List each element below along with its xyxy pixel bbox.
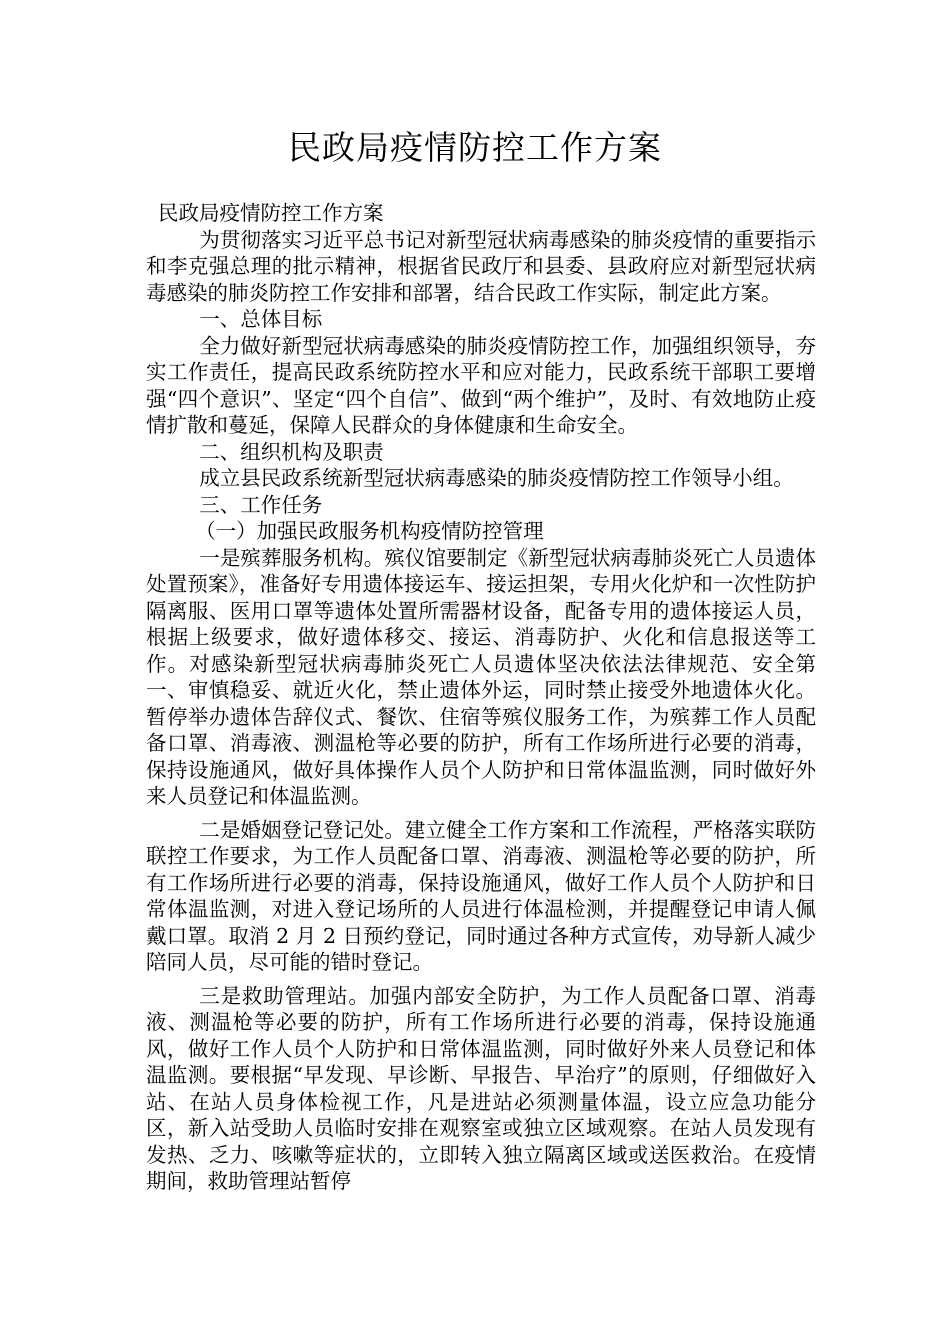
subsection-heading-institutions: （一）加强民政服务机构疫情防控管理	[195, 519, 544, 543]
section-heading-tasks: 三、工作任务	[199, 492, 323, 517]
intro-paragraph: 为贯彻落实习近平总书记对新型冠状病毒感染的肺炎疫情的重要指示和李克强总理的批示精神，根据省民政厅和县委、县政府应对新型冠状病毒感染的肺炎防控工作安排和部署，结合民政工作实际，制定此方案。	[146, 227, 816, 305]
section-body-goals: 全力做好新型冠状病毒感染的肺炎疫情防控工作，加强组织领导，夯实工作责任，提高民政系统防控水平和应对能力，民政系统干部职工要增强“四个意识”、坚定“四个自信”、做到“两个维护”，及时、有效地防止疫情扩散和蔓延，保障人民群众的身体健康和生命安全。	[146, 333, 816, 437]
document-subtitle: 民政局疫情防控工作方案	[158, 201, 384, 225]
section-heading-organization: 二、组织机构及职责	[199, 439, 384, 464]
section-heading-goals: 一、总体目标	[199, 307, 323, 331]
section-body-organization: 成立县民政系统新型冠状病毒感染的肺炎疫情防控工作领导小组。	[199, 466, 794, 490]
document-body	[146, 200, 816, 1195]
paragraph-funeral-services: 一是殡葬服务机构。殡仪馆要制定《新型冠状病毒肺炎死亡人员遗体处置预案》，准备好专用遗体接运车、接运担架，专用火化炉和一次性防护隔离服、医用口罩等遗体处置所需器材设备，配备专用的遗体接运人员，根据上级要求，做好遗体移交、接运、消毒防护、火化和信息报送等工作。对感染新型冠状病毒肺炎死亡人员遗体坚决依法法律规范、安全第一、审慎稳妥、就近火化，禁止遗体外运，同时禁止接受外地遗体火化。暂停举办遗体告辞仪式、餐饮、住宿等殡仪服务工作，为殡葬工作人员配备口罩、消毒液、测温枪等必要的防护，所有工作场所进行必要的消毒，保持设施通风，做好具体操作人员个人防护和日常体温监测，同时做好外来人员登记和体温监测。	[146, 545, 816, 808]
paragraph-rescue-station: 三是救助管理站。加强内部安全防护，为工作人员配备口罩、消毒液、测温枪等必要的防护，所有工作场所进行必要的消毒，保持设施通风，做好工作人员个人防护和日常体温监测，同时做好外来人员登记和体温监测。要根据“早发现、早诊断、早报告、早治疗”的原则，仔细做好入站、在站人员身体检视工作，凡是进站必须测量体温，设立应急功能分区，新入站受助人员临时安排在观察室或独立区域观察。在站人员发现有发热、乏力、咳嗽等症状的，立即转入独立隔离区域或送医救治。在疫情期间，救助管理站暂停	[146, 983, 816, 1193]
paragraph-marriage-registration: 二是婚姻登记登记处。建立健全工作方案和工作流程，严格落实联防联控工作要求，为工作人员配备口罩、消毒液、测温枪等必要的防护，所有工作场所进行必要的消毒，保持设施通风，做好工作人员个人防护和日常体温监测，对进入登记场所的人员进行体温检测，并提醒登记申请人佩戴口罩。取消 2 月 2 日预约登记，同时通过各种方式宣传，劝导新人减少陪同人员，尽可能的错时登记。	[146, 817, 816, 974]
document-title: 民政局疫情防控工作方案	[288, 128, 662, 167]
